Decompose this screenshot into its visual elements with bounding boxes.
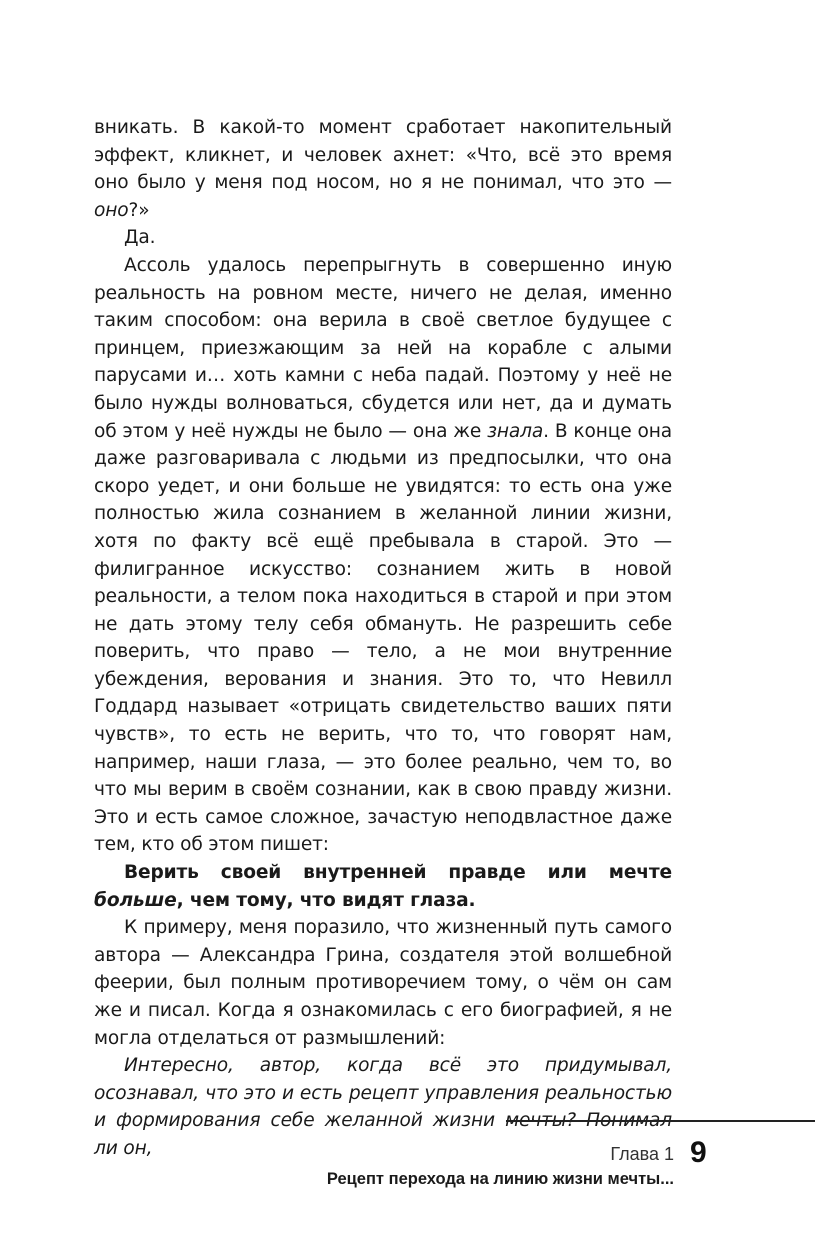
paragraph-1-emphasis: оно bbox=[94, 199, 129, 221]
paragraph-2: Да. bbox=[124, 227, 156, 249]
paragraph-1 bbox=[94, 114, 672, 224]
paragraph-1-text: вникать. В какой-то момент сработает накопительный эффект, кликнет, и человек ахнет: «Что, всё это время оно было у меня под носом, но я не понимал, что это — bbox=[94, 117, 672, 194]
chapter-label: Глава 1 bbox=[610, 1144, 674, 1164]
paragraph-3-text: Ассоль удалось перепрыгнуть в совершенно иную реальность на ровном месте, ничего не делая, именно таким способом: она верила в своё светлое будущее с принцем, приезжающим за ней на корабле с алыми парусами и… хоть камни с неба падай. Поэтому у неё не было нужды волноваться, сбудется или нет, да и думать об этом у неё нужды не было — она же bbox=[94, 254, 672, 442]
paragraph-3-emphasis: знала bbox=[487, 420, 544, 442]
running-title: Рецепт перехода на линию жизни мечты... bbox=[326, 1170, 674, 1188]
paragraph-3 bbox=[94, 252, 672, 859]
paragraph-6-italic: Интересно, автор, когда всё это придумывал, осознавал, что это и есть рецепт управления реальностью и формирования себе желанной жизни мечты? Понимал ли он, bbox=[94, 1055, 672, 1159]
paragraph-1-end: ?» bbox=[128, 199, 150, 221]
paragraph-4-bold bbox=[94, 859, 672, 914]
paragraph-3-end: . В конце она даже разговаривала с людьми из предпосылки, что она скоро уедет, и они больше не увидятся: то есть она уже полностью жила сознанием в желанной линии жизни, хотя по факту всё ещё пребывала в старой. Это — филигранное искусство: сознанием жить в новой реальности, а телом пока находиться в старой и при этом не дать этому телу себя обмануть. Не разрешить себе поверить, что право — тело, а не мои внутренние убеждения, верования и знания. Это то, что Невилл Годдард называет «отрицать свидетельство ваших пяти чувств», то есть не верить, что то, что говорят нам, например, наши глаза, — это более реально, чем то, во что мы верим в своём сознании, как в свою правду жизни. Это и есть самое сложное, зачастую неподвластное даже тем, кто об этом пишет: bbox=[94, 420, 672, 856]
page-number: 9 bbox=[690, 1136, 707, 1169]
paragraph-4-emphasis: больше bbox=[94, 889, 177, 911]
body-text bbox=[94, 114, 672, 1163]
footer-divider bbox=[506, 1120, 815, 1122]
paragraph-4-end: , чем тому, что видят глаза. bbox=[176, 889, 476, 911]
paragraph-5: К примеру, меня поразило, что жизненный путь самого автора — Александра Грина, создателя этой волшебной феерии, был полным противоречием тому, о чём он сам же и писал. Когда я ознакомилась с его биографией, я не могла отделаться от размышлений: bbox=[94, 917, 672, 1049]
paragraph-4-text: Верить своей внутренней правде или мечте bbox=[124, 862, 672, 884]
